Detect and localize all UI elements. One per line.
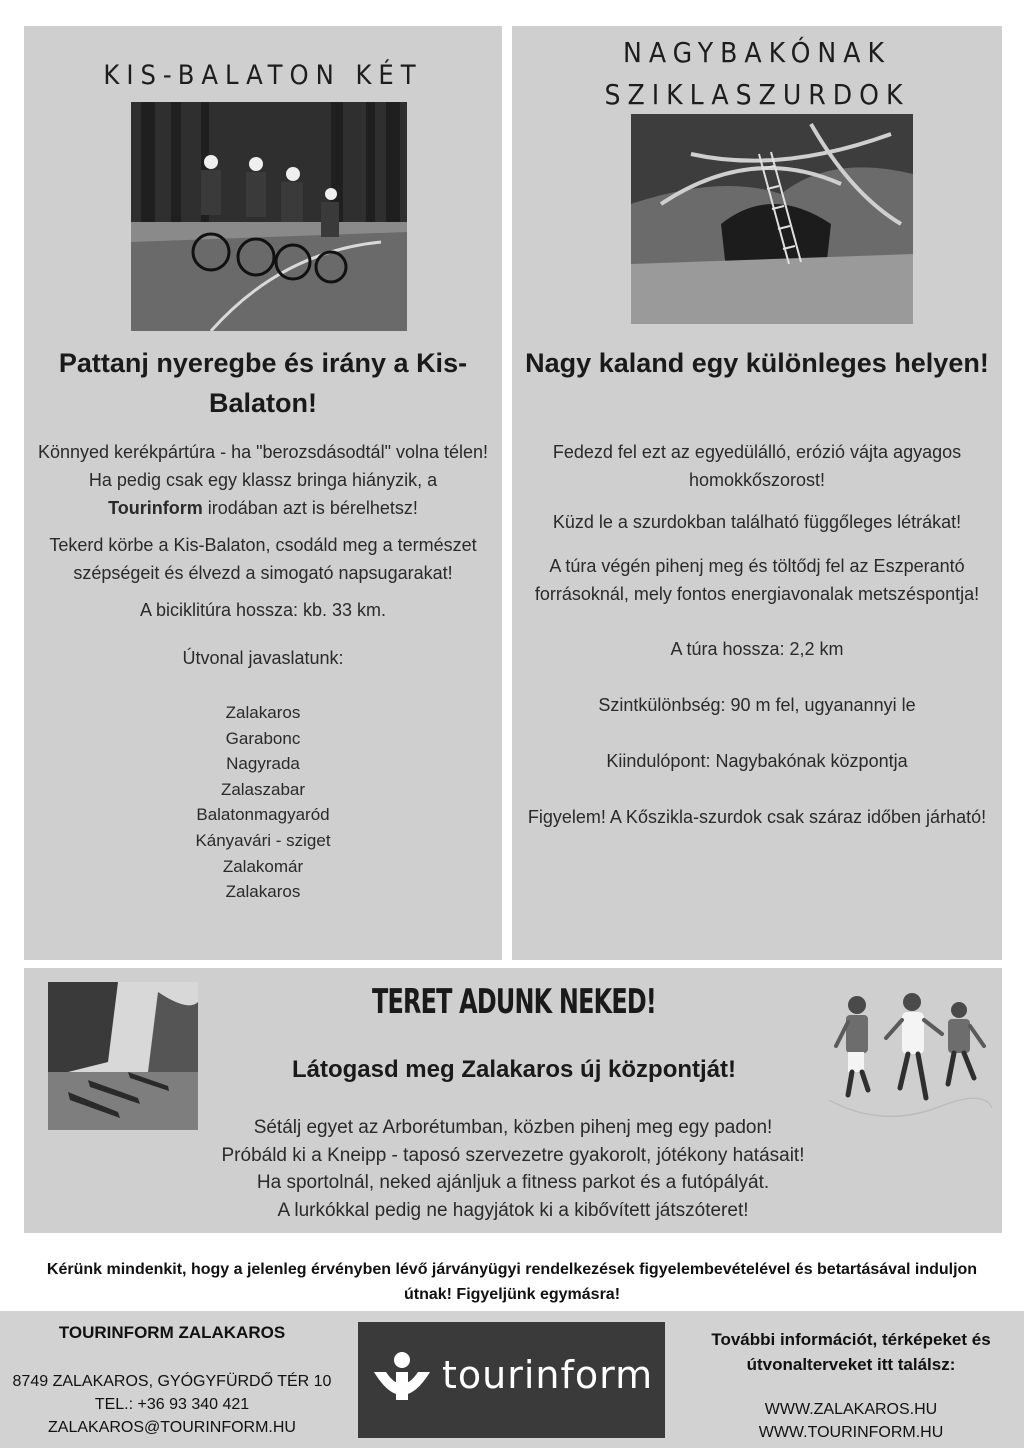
running-children-illustration <box>824 990 994 1120</box>
canyon-paragraph-3: A túra végén pihenj meg és töltődj fel az Eszperantó forrásoknál, mely fontos energiavonalak metszéspontja! <box>534 556 980 604</box>
canyon-start-point: Kiindulópont: Nagybakónak központja <box>606 751 908 771</box>
town-centre-line: Ha sportolnál, neked ajánljuk a fitness parkot és a futópályát. <box>256 1172 770 1193</box>
route-stop: Zalaszabar <box>220 779 306 799</box>
contact-block <box>0 1311 344 1439</box>
contact-details <box>0 1370 344 1439</box>
tourinform-logo-icon <box>370 1348 434 1412</box>
footer <box>0 1311 1024 1448</box>
canyon-headline: Nagy kaland egy különleges helyen! <box>525 348 989 378</box>
canyon-elevation: Szintkülönbség: 90 m fel, ugyanannyi le <box>598 695 916 715</box>
office-name: TOURINFORM ZALAKAROS <box>58 1323 286 1342</box>
cycling-headline: Pattanj nyeregbe és irány a Kis-Balaton! <box>58 348 468 418</box>
canyon-paragraph-2: Küzd le a szurdokban található függőleges létrákat! <box>552 512 962 532</box>
tourinform-emphasis: Tourinform <box>108 498 203 518</box>
canyon-length: A túra hossza: 2,2 km <box>670 639 844 659</box>
tourinform-website-link[interactable]: WWW.TOURINFORM.HU <box>758 1424 944 1441</box>
town-centre-description <box>144 1114 882 1224</box>
tourinform-logo-text: tourinform <box>442 1353 654 1397</box>
zalakaros-website-link[interactable]: WWW.ZALAKAROS.HU <box>764 1401 938 1418</box>
town-centre-title: TERET ADUNK NEKED! <box>372 982 656 1022</box>
cycling-paragraph-1 <box>32 438 494 522</box>
route-stop: Balatonmagyaród <box>196 805 330 825</box>
cycling-paragraph-2: Tekerd körbe a Kis-Balaton, csodáld meg a természet szépségeit és élvezd a simogató napsugarakat! <box>49 535 477 583</box>
route-stop: Garabonc <box>225 728 301 748</box>
cycling-description <box>32 438 494 905</box>
canyon-paragraph-1: Fedezd fel ezt az egyedülálló, erózió vájta agyagos homokkőszorost! <box>552 442 962 490</box>
route-stop: Zalakaros <box>225 882 301 902</box>
canyon-description <box>520 438 994 840</box>
office-email[interactable]: ZALAKAROS@TOURINFORM.HU <box>48 1419 296 1436</box>
town-centre-panel <box>24 968 1002 1233</box>
route-stop: Zalakaros <box>225 703 301 722</box>
tourinform-logo <box>358 1322 665 1438</box>
office-address: 8749 ZALAKAROS, GYÓGYFÜRDŐ TÉR 10 <box>12 1373 332 1390</box>
canyon-warning: Figyelem! A Kősziklа-szurdok csak száraz időben járható! <box>527 807 987 827</box>
more-info-block <box>678 1311 1024 1444</box>
cycling-title: KIS-BALATON KÉT <box>103 60 423 91</box>
cycling-panel <box>24 26 502 960</box>
cycling-length: A biciklitúra hossza: kb. 33 km. <box>139 600 387 620</box>
town-centre-line: A lurkókkal pedig ne hagyjátok ki a kibővített játszóteret! <box>277 1199 749 1221</box>
canyon-title-line-2: SZIKLASZURDOK <box>604 78 910 111</box>
canyon-title-line-1: NAGYBAKÓNAK <box>623 36 891 69</box>
route-label: Útvonal javaslatunk: <box>182 648 344 668</box>
route-stop: Zalakomár <box>222 856 304 876</box>
website-links <box>678 1398 1024 1444</box>
more-info-text: További információt, térképeket és útvonalterveket itt találsz: <box>711 1330 991 1374</box>
park-loungers-photo <box>48 982 198 1130</box>
canyon-title <box>512 32 1002 116</box>
family-cycling-photo <box>131 102 407 331</box>
route-list <box>32 700 494 905</box>
office-phone: TEL.: +36 93 340 421 <box>94 1396 250 1413</box>
cycling-rental-text-end: irodában azt is bérelhetsz! <box>207 498 418 518</box>
canyon-ladder-photo <box>631 114 913 324</box>
cycling-intro-text: Könnyed kerékpártúra - ha "berozsdásodtál" volna télen! <box>37 442 489 462</box>
route-stop: Nagyrada <box>226 754 300 774</box>
health-notice: Kérünk mindenkit, hogy a jelenleg érvényben lévő járványügyi rendelkezések figyelembevételével és betartásával induljon útnak! Figyeljünk egymásra! <box>46 1261 978 1303</box>
town-centre-line: Próbáld ki a Kneipp - taposó szervezetre gyakorolt, jótékony hatásait! <box>221 1144 805 1166</box>
town-centre-line: Sétálj egyet az Arborétumban, közben pihenj meg egy padon! <box>253 1117 773 1138</box>
canyon-panel <box>512 26 1002 960</box>
route-stop: Kányavári - sziget <box>195 830 331 850</box>
town-centre-subtitle: Látogasd meg Zalakaros új központját! <box>291 1056 737 1083</box>
cycling-rental-text: Ha pedig csak egy klassz bringa hiányzik, a <box>88 470 438 490</box>
